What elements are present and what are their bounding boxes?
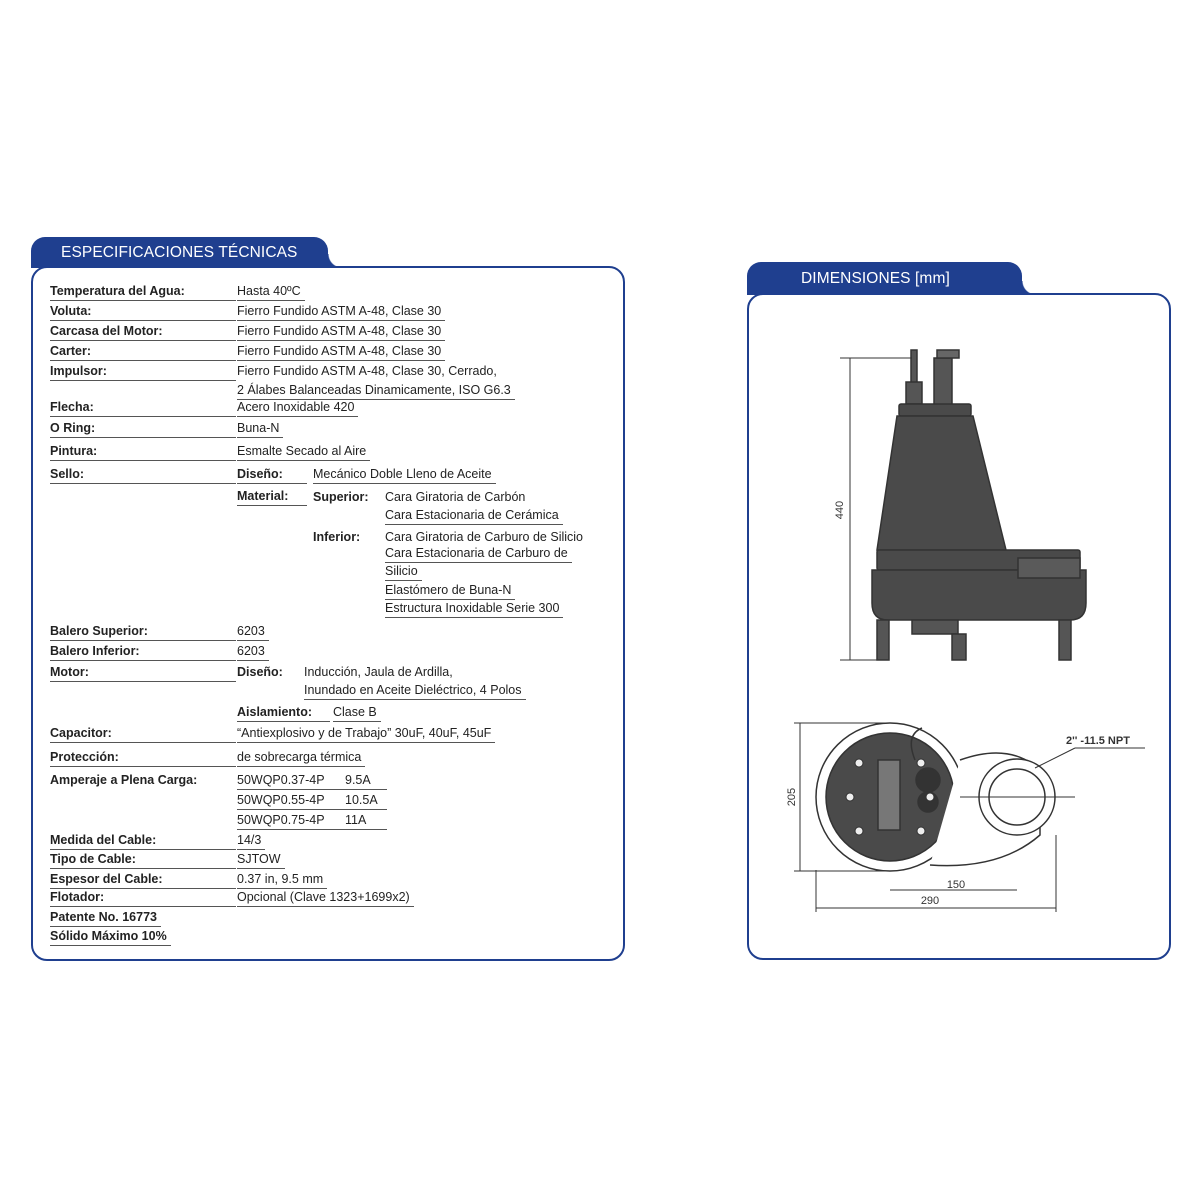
npt-label: 2'' -11.5 NPT [1066,735,1130,747]
motor-diseno-label: Diseño: [237,665,283,679]
amp-model-2: 50WQP0.55-4P [237,793,345,810]
sello-inf-2: Cara Estacionaria de Carburo de [385,546,572,563]
carter-value: Fierro Fundido ASTM A-48, Clase 30 [237,344,445,361]
sello-material-label: Material: [237,489,307,506]
pintura-value: Esmalte Secado al Aire [237,444,370,461]
solido-label: Sólido Máximo 10% [50,929,171,946]
sello-label: Sello: [50,467,236,484]
amp-model-1: 50WQP0.37-4P [237,773,345,790]
sello-inf-5: Estructura Inoxidable Serie 300 [385,601,563,618]
carcasa-value: Fierro Fundido ASTM A-48, Clase 30 [237,324,445,341]
espesor-value: 0.37 in, 9.5 mm [237,872,327,889]
flecha-label: Flecha: [50,400,236,417]
tipo-value: SJTOW [237,852,285,869]
amp-value-3: 11A [345,813,387,830]
temp-value: Hasta 40ºC [237,284,305,301]
sello-diseno-label: Diseño: [237,467,307,484]
sello-inf-3: Silicio [385,564,422,581]
capacitor-value: “Antiexplosivo y de Trabajo” 30uF, 40uF, 45uF [237,726,495,743]
temp-label: Temperatura del Agua: [50,284,236,301]
medida-label: Medida del Cable: [50,833,236,850]
sello-inf-1: Cara Giratoria de Carburo de Silicio [385,530,584,544]
medida-value: 14/3 [237,833,265,850]
aislamiento-value: Clase B [333,705,381,722]
motor-diseno-1: Inducción, Jaula de Ardilla, [304,665,453,679]
voluta-label: Voluta: [50,304,236,321]
proteccion-label: Protección: [50,750,236,767]
patente-label: Patente No. 16773 [50,910,161,927]
carter-label: Carter: [50,344,236,361]
height-label: 440 [834,500,846,520]
sello-sup-2: Cara Estacionaria de Cerámica [385,508,563,525]
tipo-label: Tipo de Cable: [50,852,236,869]
pintura-label: Pintura: [50,444,236,461]
flotador-label: Flotador: [50,890,236,907]
proteccion-value: de sobrecarga térmica [237,750,365,767]
motor-label: Motor: [50,665,236,682]
sello-diseno-value: Mecánico Doble Lleno de Aceite [313,467,496,484]
espesor-label: Espesor del Cable: [50,872,236,889]
flecha-value: Acero Inoxidable 420 [237,400,358,417]
dim-290-label: 290 [920,895,940,907]
balero-sup-label: Balero Superior: [50,624,236,641]
aislamiento-label: Aislamiento: [237,705,330,722]
capacitor-label: Capacitor: [50,726,236,743]
amperaje-label: Amperaje a Plena Carga: [50,773,198,787]
balero-inf-label: Balero Inferior: [50,644,236,661]
dimensions-tab-title: DIMENSIONES [mm] [747,262,1022,295]
balero-inf-value: 6203 [237,644,269,661]
oring-value: Buna-N [237,421,283,438]
spec-tab-title: ESPECIFICACIONES TÉCNICAS [31,237,328,268]
sello-inferior-label: Inferior: [313,530,361,544]
sello-inf-4: Elastómero de Buna-N [385,583,515,600]
sello-superior-label: Superior: [313,490,369,504]
pump-side-view [872,350,1086,660]
impulsor-label: Impulsor: [50,364,236,381]
balero-sup-value: 6203 [237,624,269,641]
dim-150-label: 150 [946,879,966,891]
pump-top-view [816,723,1075,871]
impulsor-value-1: Fierro Fundido ASTM A-48, Clase 30, Cerrado, [237,364,497,378]
oring-label: O Ring: [50,421,236,438]
voluta-value: Fierro Fundido ASTM A-48, Clase 30 [237,304,445,321]
motor-diseno-2: Inundado en Aceite Dieléctrico, 4 Polos [304,683,526,700]
sello-sup-1: Cara Giratoria de Carbón [385,490,526,504]
amp-value-2: 10.5A [345,793,387,810]
amp-value-1: 9.5A [345,773,387,790]
carcasa-label: Carcasa del Motor: [50,324,236,341]
amp-model-3: 50WQP0.75-4P [237,813,345,830]
width-label: 205 [786,787,798,807]
impulsor-value-2: 2 Álabes Balanceadas Dinamicamente, ISO G6.3 [237,383,515,400]
flotador-value: Opcional (Clave 1323+1699x2) [237,890,414,907]
